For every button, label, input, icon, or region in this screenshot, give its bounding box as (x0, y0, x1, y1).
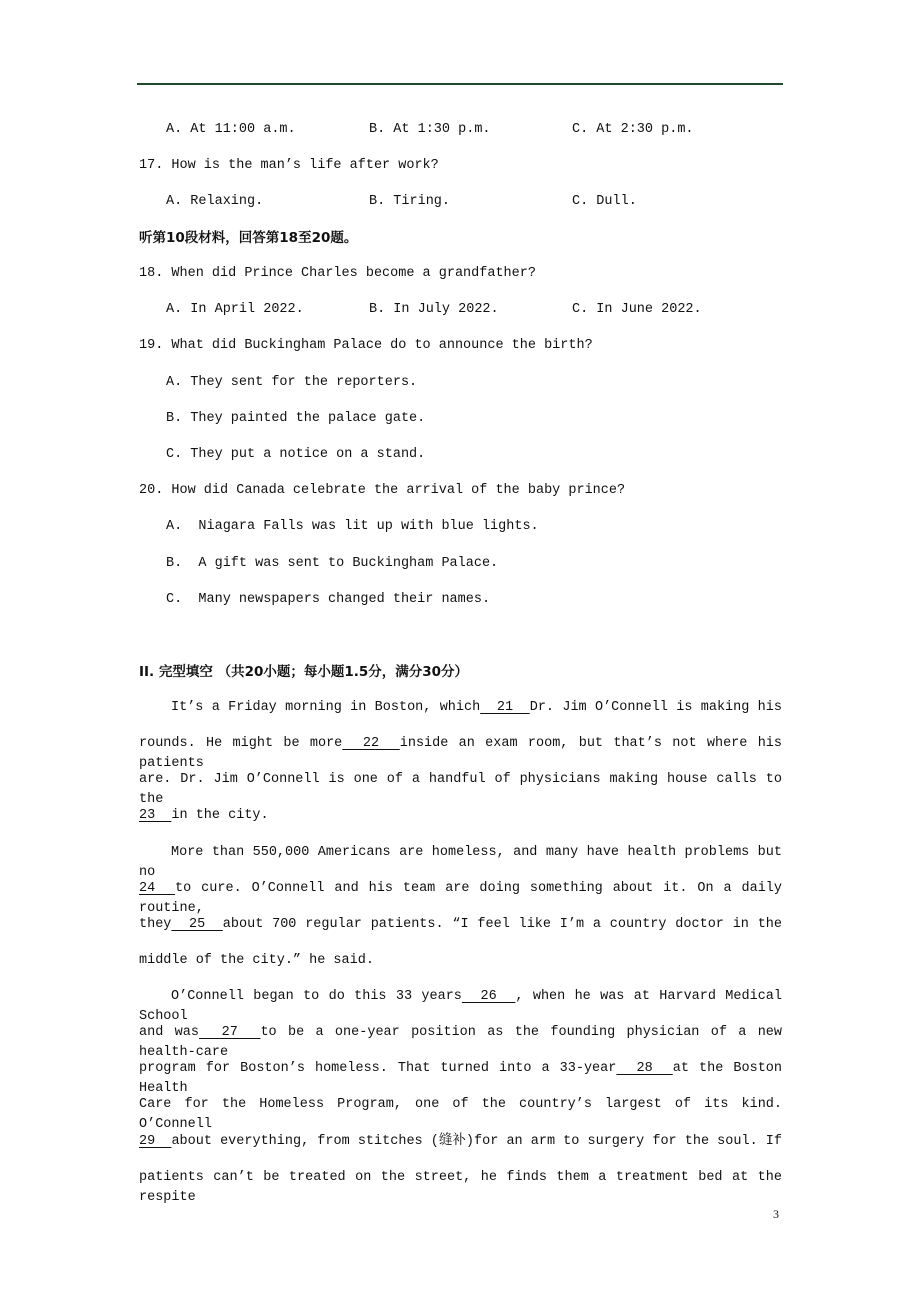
passage-text: More than 550,000 Americans are homeless, and many have health problems but no (139, 845, 782, 880)
passage-text: O’Connell began to do this 33 years (171, 989, 462, 1004)
cloze-blank: 21 (480, 700, 530, 715)
passage-text: at the Boston Health (139, 1061, 782, 1096)
passage-line (139, 770, 782, 810)
cloze-blank: 22 (342, 736, 400, 751)
passage-line (139, 1095, 782, 1135)
cloze-blank: 23 (139, 808, 172, 823)
passage-text: about everything, from stitches (缝补)for an arm to surgery for the soul. If (171, 1134, 783, 1149)
passage-line (139, 806, 269, 826)
cloze-blank: 28 (616, 1061, 673, 1076)
question-20: 20. How did Canada celebrate the arrival of the baby prince? (139, 483, 626, 498)
passage-text: and was (139, 1025, 199, 1040)
passage-text: patients can’t be treated on the street, he finds them a treatment bed at the respite (139, 1170, 782, 1205)
cloze-blank: 29 (139, 1134, 172, 1149)
cloze-blank: 27 (198, 1025, 261, 1040)
answer-option: C. Many newspapers changed their names. (166, 592, 491, 607)
passage-text: to cure. O’Connell and his team are doing something about it. On a daily routine, (139, 881, 782, 916)
passage-text: , when he was at Harvard Medical School (139, 989, 783, 1024)
question-18: 18. When did Prince Charles become a grandfather? (139, 266, 536, 281)
passage-text: middle of the city.” he said. (139, 953, 374, 968)
answer-option: A. Niagara Falls was lit up with blue lights. (166, 519, 539, 534)
passage-line (139, 698, 782, 718)
passage-text: Dr. Jim O’Connell is making his (529, 700, 782, 715)
passage-text: rounds. He might be more (139, 736, 343, 751)
passage-line (139, 915, 782, 935)
passage-line (139, 1168, 782, 1208)
section-heading: II. 完型填空 （共20小题；每小题1.5分，满分30分） (139, 664, 469, 680)
passage-text: about 700 regular patients. “I feel like I’m a country doctor in the (222, 917, 783, 932)
passage-text: program for Boston’s homeless. That turned into a 33-year (139, 1061, 617, 1076)
answer-option: B. They painted the palace gate. (166, 411, 426, 426)
answer-option: A. At 11:00 a.m. (166, 122, 296, 137)
answer-option: C. They put a notice on a stand. (166, 447, 426, 462)
answer-option: B. In July 2022. (369, 302, 499, 317)
answer-option: C. At 2:30 p.m. (572, 122, 694, 137)
question-19: 19. What did Buckingham Palace do to announce the birth? (139, 338, 593, 353)
header-rule (137, 83, 783, 85)
answer-option: A. In April 2022. (166, 302, 304, 317)
answer-option: C. In June 2022. (572, 302, 702, 317)
passage-text: inside an exam room, but that’s not where his patients (139, 736, 783, 771)
passage-line (139, 734, 782, 774)
cloze-blank: 24 (139, 881, 176, 896)
answer-option: A. They sent for the reporters. (166, 375, 418, 390)
cloze-blank: 25 (171, 917, 223, 932)
answer-option: C. Dull. (572, 194, 637, 209)
passage-line (139, 1059, 782, 1099)
passage-text: It’s a Friday morning in Boston, which (171, 700, 481, 715)
passage-text: are. Dr. Jim O’Connell is one of a handful of physicians making house calls to the (139, 772, 782, 807)
question-17: 17. How is the man’s life after work? (139, 158, 439, 173)
page-number: 3 (773, 1207, 779, 1221)
passage-text: they (139, 917, 172, 932)
answer-option: A. Relaxing. (166, 194, 264, 209)
section-heading: 听第10段材料，回答第18至20题。 (139, 230, 358, 246)
passage-line (139, 987, 782, 1027)
passage-text: in the city. (171, 808, 269, 823)
answer-option: B. Tiring. (369, 194, 451, 209)
passage-line (139, 1132, 782, 1152)
answer-option: B. At 1:30 p.m. (369, 122, 491, 137)
passage-text: to be a one-year position as the founding physician of a new health-care (139, 1025, 782, 1060)
passage-line (139, 843, 782, 883)
passage-line (139, 879, 782, 919)
passage-line (139, 1023, 782, 1063)
passage-line (139, 951, 374, 971)
answer-option: B. A gift was sent to Buckingham Palace. (166, 556, 499, 571)
cloze-blank: 26 (461, 989, 516, 1004)
passage-text: Care for the Homeless Program, one of the country’s largest of its kind. O’Connell (139, 1097, 782, 1132)
